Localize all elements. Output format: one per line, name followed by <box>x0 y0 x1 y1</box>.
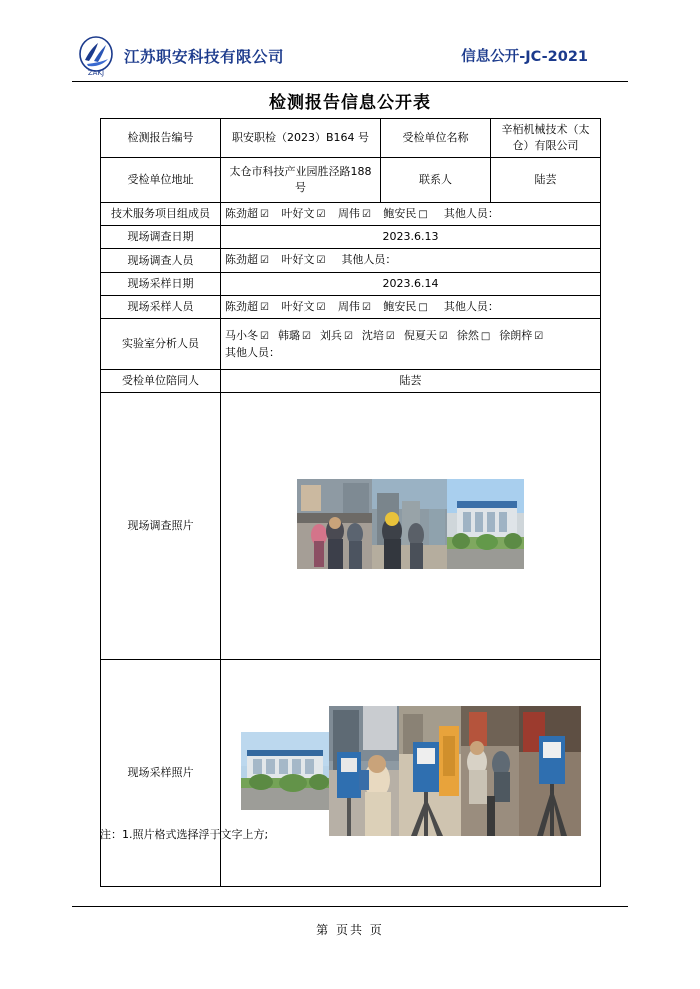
client-value: 辛栢机械技术（太仓）有限公司 <box>491 119 601 158</box>
sampling-date-label: 现场采样日期 <box>101 272 221 295</box>
address-value: 太仓市科技产业园胜泾路188 号 <box>221 157 381 202</box>
lab-member: 徐然 <box>456 329 479 343</box>
checkbox-empty-icon[interactable]: □ <box>480 331 491 343</box>
table-row <box>101 119 601 158</box>
checkbox-checked-icon[interactable]: ☑ <box>301 331 311 343</box>
sampling-staff-member: 陈劲超 <box>225 299 258 313</box>
report-no-value: 职安职检（2023）B164 号 <box>221 119 381 158</box>
lab-member: 沈培 <box>361 329 384 343</box>
table-row-survey-photos <box>101 393 601 660</box>
sampling-photo-5 <box>519 706 581 841</box>
table-row <box>101 202 601 226</box>
escort-label: 受检单位陪同人 <box>101 370 221 393</box>
checkbox-checked-icon[interactable]: ☑ <box>385 331 395 343</box>
escort-value: 陆芸 <box>221 370 601 393</box>
checkbox-empty-icon[interactable]: □ <box>418 301 428 313</box>
checkbox-checked-icon[interactable]: ☑ <box>316 255 326 267</box>
company-name: 江苏职安科技有限公司 <box>124 47 285 66</box>
address-label: 受检单位地址 <box>101 157 221 202</box>
lab-member: 徐朗梓 <box>499 329 533 343</box>
lab-other-label: 其他人员： <box>225 345 280 359</box>
table-row <box>101 370 601 393</box>
survey-photo-3 <box>447 479 524 574</box>
sampling-photo-2 <box>329 706 399 841</box>
sampling-photo-1 <box>241 732 329 815</box>
checkbox-checked-icon[interactable]: ☑ <box>260 255 269 267</box>
sampling-date-value: 2023.6.14 <box>221 272 601 295</box>
survey-staff-member: 陈劲超 <box>225 253 258 267</box>
sampling-photo-4 <box>461 706 519 841</box>
checkbox-checked-icon[interactable]: ☑ <box>260 331 269 343</box>
page-footer: 第 页共 页 <box>72 906 628 938</box>
sampling-staff-member: 鲍安民 <box>383 299 417 313</box>
lab-member: 韩璐 <box>277 329 300 343</box>
sampling-staff-label: 现场采样人员 <box>101 295 221 319</box>
client-label: 受检单位名称 <box>381 119 491 158</box>
table-row <box>101 295 601 319</box>
survey-photo-label: 现场调查照片 <box>101 393 221 660</box>
lab-members <box>221 319 601 370</box>
document-header <box>72 30 628 82</box>
company-logo-icon <box>72 34 120 78</box>
lab-member: 马小冬 <box>225 329 258 343</box>
lab-label: 实验室分析人员 <box>101 319 221 370</box>
sampling-staff-members <box>221 295 601 319</box>
team-member: 鲍安民 <box>383 206 417 220</box>
svg-text:ZAKJ: ZAKJ <box>87 68 105 77</box>
checkbox-checked-icon[interactable]: ☑ <box>260 301 269 313</box>
checkbox-checked-icon[interactable]: ☑ <box>361 301 371 313</box>
checkbox-checked-icon[interactable]: ☑ <box>260 208 269 220</box>
team-label: 技术服务项目组成员 <box>101 202 221 226</box>
lab-member: 刘兵 <box>319 329 342 343</box>
sampling-staff-member: 叶好文 <box>281 299 315 313</box>
sampling-staff-member: 周伟 <box>337 299 360 313</box>
team-other-label: 其他人员： <box>443 206 499 220</box>
sampling-photo-cell <box>221 660 601 887</box>
checkbox-checked-icon[interactable]: ☑ <box>316 301 326 313</box>
lab-member: 倪夏天 <box>403 329 437 343</box>
team-member: 周伟 <box>337 206 360 220</box>
survey-staff-label: 现场调查人员 <box>101 249 221 273</box>
checkbox-checked-icon[interactable]: ☑ <box>343 331 353 343</box>
survey-photo-strip <box>225 479 596 574</box>
checkbox-empty-icon[interactable]: □ <box>418 208 428 220</box>
report-no-label: 检测报告编号 <box>101 119 221 158</box>
table-row <box>101 319 601 370</box>
checkbox-checked-icon[interactable]: ☑ <box>438 331 448 343</box>
survey-photo-cell <box>221 393 601 660</box>
checkbox-checked-icon[interactable]: ☑ <box>316 208 326 220</box>
table-row <box>101 157 601 202</box>
survey-staff-members <box>221 249 601 273</box>
sampling-staff-other-label: 其他人员： <box>443 299 499 313</box>
team-member: 叶好文 <box>281 206 315 220</box>
survey-date-label: 现场调查日期 <box>101 226 221 249</box>
survey-photo-2 <box>372 479 447 574</box>
checkbox-checked-icon[interactable]: ☑ <box>534 331 544 343</box>
sampling-photo-label: 现场采样照片 <box>101 660 221 887</box>
sampling-photo-3 <box>399 706 461 841</box>
info-table <box>100 118 601 887</box>
contact-value: 陆芸 <box>491 157 601 202</box>
sampling-photo-strip <box>225 706 596 841</box>
table-row <box>101 272 601 295</box>
contact-label: 联系人 <box>381 157 491 202</box>
team-member: 陈劲超 <box>225 206 258 220</box>
table-row <box>101 249 601 273</box>
survey-staff-other-label: 其他人员： <box>341 253 397 267</box>
survey-photo-1 <box>297 479 372 574</box>
document-code: 信息公开-JC-2021 <box>461 49 588 65</box>
table-row-sampling-photos <box>101 660 601 887</box>
team-members <box>221 202 601 226</box>
page-title: 检测报告信息公开表 <box>269 93 431 113</box>
survey-staff-member: 叶好文 <box>281 253 315 267</box>
checkbox-checked-icon[interactable]: ☑ <box>361 208 371 220</box>
footnote: 注：1.照片格式选择浮于文字上方; <box>100 828 269 841</box>
table-row <box>101 226 601 249</box>
survey-date-value: 2023.6.13 <box>221 226 601 249</box>
